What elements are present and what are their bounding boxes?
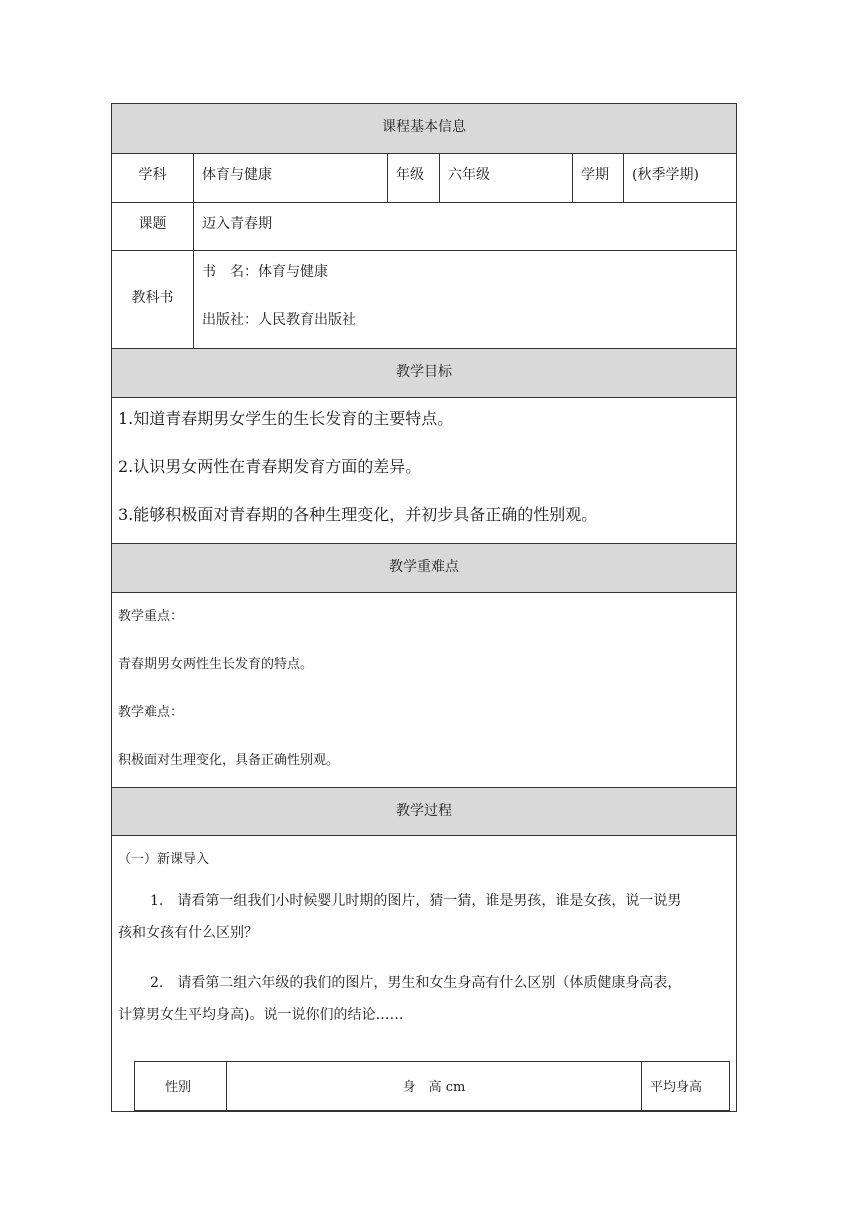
grade-label-cell [388, 154, 440, 202]
height-table-header-height [227, 1062, 642, 1110]
objective-item: 3.能够积极面对青春期的各种生理变化，并初步具备正确的性别观。 [118, 505, 598, 524]
topic-row [112, 203, 736, 251]
section-new-lesson: （一）新课导入 [118, 852, 210, 867]
grade-label: 年级 [396, 167, 424, 183]
subject-value: 体育与健康 [202, 167, 272, 183]
basic-info-title: 课程基本信息 [382, 119, 466, 135]
process-title: 教学过程 [396, 803, 452, 819]
topic-value-cell [194, 203, 736, 250]
book-name: 书 名：体育与健康 [202, 264, 328, 280]
topic-label: 课题 [138, 216, 167, 232]
focus-label: 教学重点： [118, 609, 184, 624]
grade-value: 六年级 [448, 167, 490, 183]
subject-label-cell [112, 154, 194, 202]
step1-line1: 1. 请看第一组我们小时候婴儿时期的图片，猜一猜，谁是男孩，谁是女孩，说一说男 [150, 893, 682, 909]
header-height: 身 高 cm [402, 1080, 466, 1095]
objective-item: 1.知道青春期男女学生的生长发育的主要特点。 [118, 409, 454, 428]
subject-label: 学科 [138, 167, 167, 183]
step2-line2: 计算男女生平均身高)。说一说你们的结论…… [118, 1007, 404, 1023]
key-points-body [112, 593, 736, 788]
objectives-body [112, 398, 736, 544]
publisher: 出版社：人民教育出版社 [202, 312, 356, 328]
objective-item: 2.认识男女两性在青春期发育方面的差异。 [118, 457, 422, 476]
textbook-value-cell [194, 251, 736, 348]
header-average: 平均身高 [650, 1080, 703, 1095]
lesson-plan-table [111, 103, 737, 1112]
key-points-title: 教学重难点 [389, 559, 459, 575]
textbook-row [112, 251, 736, 349]
process-header [112, 788, 736, 836]
textbook-label-cell [112, 251, 194, 348]
difficulty-text: 积极面对生理变化，具备正确性别观。 [118, 753, 340, 768]
focus-text: 青春期男女两性生长发育的特点。 [118, 657, 314, 672]
objectives-title: 教学目标 [396, 364, 452, 380]
objectives-header [112, 349, 736, 398]
height-table-header-gender [135, 1062, 227, 1110]
topic-value: 迈入青春期 [202, 216, 272, 232]
textbook-label: 教科书 [131, 290, 174, 306]
term-label: 学期 [581, 167, 609, 183]
topic-label-cell [112, 203, 194, 250]
grade-value-cell [440, 154, 573, 202]
step2-line1: 2. 请看第二组六年级的我们的图片，男生和女生身高有什么区别（体质健康身高表， [150, 975, 682, 991]
term-value-cell [624, 154, 736, 202]
step1-line2: 孩和女孩有什么区别？ [118, 925, 258, 941]
key-points-header [112, 544, 736, 593]
term-label-cell [573, 154, 624, 202]
header-gender: 性别 [165, 1080, 192, 1095]
height-table [134, 1061, 730, 1111]
subject-row [112, 154, 736, 203]
term-value: (秋季学期) [632, 167, 699, 183]
difficulty-label: 教学难点： [118, 705, 184, 720]
height-table-header-average [642, 1062, 729, 1110]
basic-info-header [112, 104, 736, 154]
subject-value-cell [194, 154, 388, 202]
